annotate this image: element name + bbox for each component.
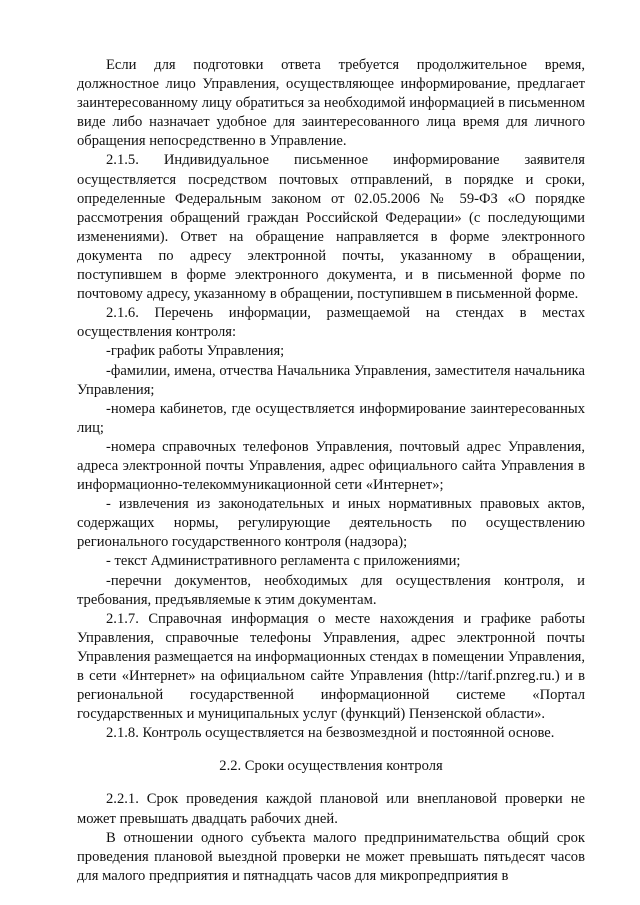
section-heading: 2.2. Сроки осуществления контроля [219,758,443,775]
paragraph-small-business: В отношении одного субъекта малого предпринимательства общий срок проведения плановой выездной проверки не может превышать пятьдесят часов для малого предприятия и пятнадцать часов для микропредприятия в [77,829,585,884]
paragraph-response-time: Если для подготовки ответа требуется продолжительное время, должностное лицо Управления, осуществляющее информирование, предлагает заинтересованному лицу обратиться за необходимой информацией в письменном виде либо назначает удобное для заинтересованного лица время для личного обращения непосредственно в Управление. [77,57,585,150]
list-item-extracts: - извлечения из законодательных и иных нормативных правовых актов, содержащих нормы, регулирующие деятельность по осуществлению регионального государственного контроля (надзора); [77,496,585,551]
paragraph-2-1-7: 2.1.7. Справочная информация о месте нахождения и графике работы Управления, справочные телефоны Управления, адрес электронной почты Управления размещается на информационных стендах в помещении Управления, в сети «Интернет» на официальном сайте Управления (http://tarif.pnzreg.ru.) и в региональной государственной информационной системе «Портал государственных и муниципальных услуг (функций) Пензенской области». [77,610,585,723]
document-page [77,56,585,886]
paragraph-2-1-5: 2.1.5. Индивидуальное письменное информирование заявителя осуществляется посредством почтовых отправлений, в порядке и сроки, определенные Федеральным законом от 02.05.2006 № 59-ФЗ «О порядке рассмотрения обращений граждан Российской Федерации» (с последующими изменениями). Ответ на обращение направляется в форме электронного документа по адресу электронной почты, указанному в обращении, поступившем в форме электронного документа, и в письменной форме по почтовому адресу, указанному в обращении, поступившем в письменной форме. [77,152,585,303]
list-item-schedule: -график работы Управления; [106,343,285,360]
list-item-document-lists: -перечни документов, необходимых для осуществления контроля, и требования, предъявляемые к этим документам. [77,572,585,608]
list-item-names: -фамилии, имена, отчества Начальника Управления, заместителя начальника Управления; [77,362,585,398]
paragraph-2-1-6: 2.1.6. Перечень информации, размещаемой на стендах в местах осуществления контроля: [77,305,585,341]
paragraph-2-1-8: 2.1.8. Контроль осуществляется на безвозмездной и постоянной основе. [106,725,555,742]
paragraph-2-2-1: 2.2.1. Срок проведения каждой плановой или внеплановой проверки не может превышать двадцать рабочих дней. [77,791,585,827]
list-item-regulation-text: - текст Административного регламента с приложениями; [106,553,461,570]
list-item-rooms: -номера кабинетов, где осуществляется информирование заинтересованных лиц; [77,400,585,436]
list-item-phones: -номера справочных телефонов Управления, почтовый адрес Управления, адреса электронной почты Управления, адрес официального сайта Управления в информационно-телекоммуникационной сети «Интернет»; [77,438,585,494]
